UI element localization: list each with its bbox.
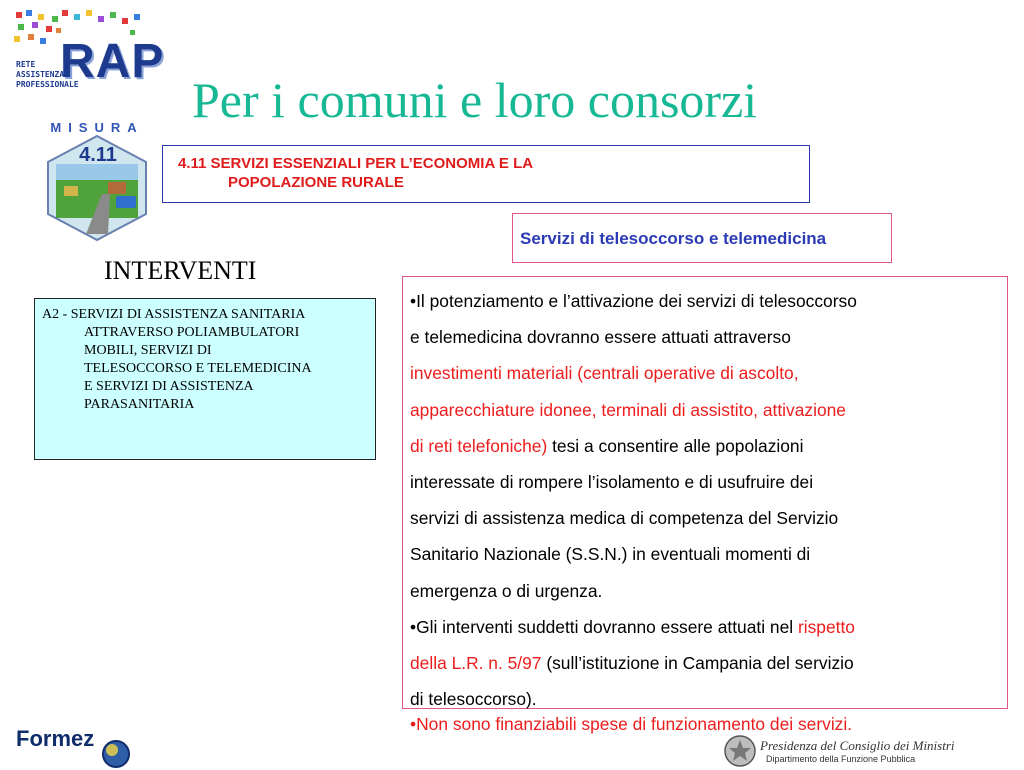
interventi-heading: INTERVENTI [104, 256, 257, 285]
body-span: •Gli interventi suddetti dovranno essere attuati nel [410, 616, 798, 637]
body-line: servizi di assistenza medica di competenza del Servizio [410, 508, 839, 529]
rap-logo-text: RAP [60, 35, 165, 88]
body-span: (sull’istituzione in Campania del servizio [541, 652, 854, 673]
a2-line: A2 - SERVIZI DI ASSISTENZA SANITARIA [42, 307, 306, 322]
body-line [410, 609, 1000, 645]
body-red-span: rispetto [797, 616, 855, 637]
body-line: •Il potenziamento e l’attivazione dei servizi di telesoccorso [410, 291, 857, 311]
body-line: emergenza o di urgenza. [410, 580, 603, 601]
body-line: apparecchiature idonee, terminali di assistito, attivazione [410, 399, 846, 420]
body-line: Sanitario Nazionale (S.S.N.) in eventuali momenti di [410, 544, 811, 565]
rap-logo [12, 8, 165, 106]
service-title: Servizi di telesoccorso e telemedicina [520, 229, 827, 248]
rap-sub-line-1: RETE [16, 60, 36, 69]
a2-line: PARASANITARIA [84, 397, 195, 412]
formez-logo: Formez [16, 726, 95, 751]
body-line: interessate di rompere l’isolamento e di usufruire dei [410, 471, 814, 492]
formez-globe-icon [100, 738, 132, 770]
body-line: investimenti materiali (centrali operative di ascolto, [410, 363, 799, 384]
misura-logo-word: MISURA [50, 120, 144, 135]
rap-sub-line-3: PROFESSIONALE [16, 80, 79, 89]
presidenza-subtitle: Dipartimento della Funzione Pubblica [766, 754, 916, 764]
body-last-line: •Non sono finanziabili spese di funzionamento dei servizi. [410, 714, 853, 734]
rap-sub-line-2: ASSISTENZA [16, 70, 65, 79]
body-text [410, 283, 1000, 717]
measure-title-line-1: 4.11 SERVIZI ESSENZIALI PER L’ECONOMIA E LA [178, 155, 534, 172]
misura-logo [42, 120, 152, 242]
a2-line: ATTRAVERSO POLIAMBULATORI [84, 325, 300, 340]
rap-logo-subtitle [16, 60, 79, 90]
a2-line: E SERVIZI DI ASSISTENZA [84, 379, 254, 394]
body-red-span: della L.R. n. 5/97 [410, 652, 542, 673]
a2-line: MOBILI, SERVIZI DI [84, 343, 212, 358]
presidenza-title: Presidenza del Consiglio dei Ministri [760, 738, 955, 753]
body-span: tesi a consentire alle popolazioni [547, 435, 804, 456]
body-line [410, 645, 1000, 681]
body-line: e telemedicina dovranno essere attuati attraverso [410, 327, 791, 348]
a2-line: TELESOCCORSO E TELEMEDICINA [84, 361, 312, 376]
page-title: Per i comuni e loro consorzi [192, 72, 758, 128]
misura-logo-number: 4.11 [79, 144, 117, 166]
body-red-span: di reti telefoniche) [410, 435, 548, 456]
a2-text [42, 306, 374, 414]
measure-title-line-2: POPOLAZIONE RURALE [228, 174, 404, 191]
body-line: di telesoccorso). [410, 689, 537, 710]
body-line [410, 428, 1000, 464]
presidenza-emblem-icon [722, 734, 758, 768]
